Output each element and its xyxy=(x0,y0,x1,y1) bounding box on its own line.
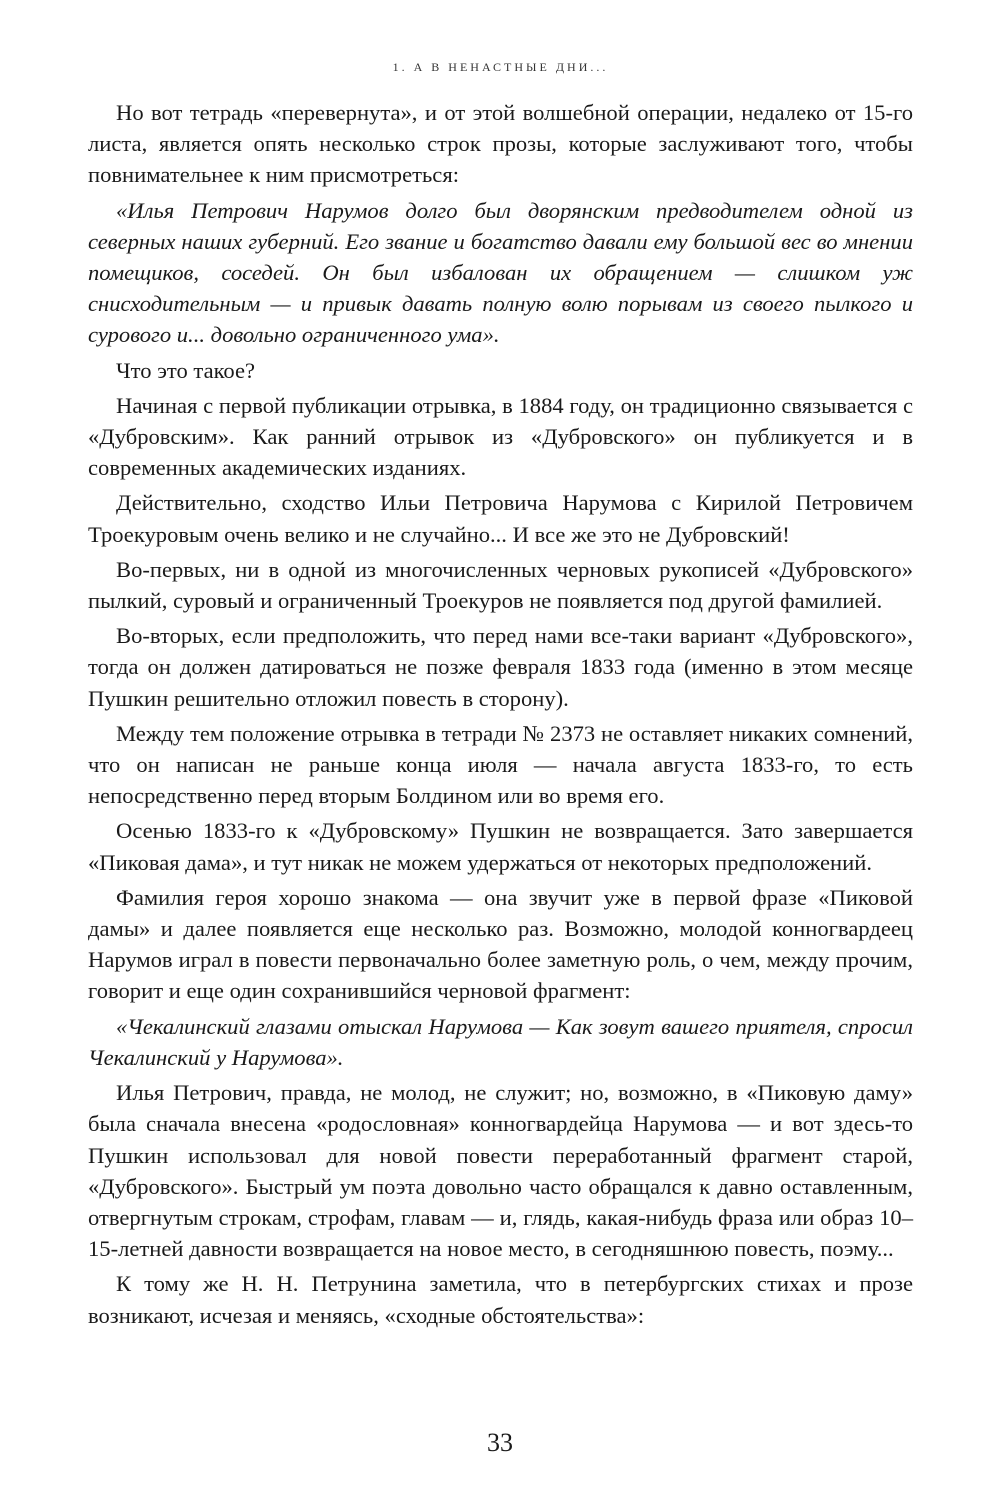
paragraph: Действительно, сходство Ильи Петровича Нарумова с Кирилой Петровичем Троекуровым очень велико и не случайно... И все же это не Дубровский! xyxy=(88,490,913,547)
paragraph: К тому же Н. Н. Петрунина заметила, что в петербургских стихах и прозе возникают, исчезая и меняясь, «сходные обстоятельства»: xyxy=(88,1271,913,1328)
quote-paragraph: «Чекалинский глазами отыскал Нарумова — Как зовут вашего приятеля, спросил Чекалинский у Нарумова». xyxy=(88,1013,913,1070)
paragraph: Фамилия героя хорошо знакома — она звучит уже в первой фразе «Пиковой дамы» и далее появляется еще несколько раз. Возможно, молодой конногвардеец Нарумов играл в повести первоначально более заметную роль, о чем, между прочим, говорит и еще один сохранившийся черновой фрагмент: xyxy=(88,884,913,1004)
paragraph: Во-первых, ни в одной из многочисленных черновых рукописей «Дубровского» пылкий, суровый и ограниченный Троекуров не появляется под другой фамилией. xyxy=(88,556,913,614)
paragraph: Начиная с первой публикации отрывка, в 1884 году, он традиционно связывается с «Дубровским». Как ранний отрывок из «Дубровского» он публикуется и в современных академических изданиях. xyxy=(88,392,913,481)
paragraph: Во-вторых, если предположить, что перед нами все-таки вариант «Дубровского», тогда он должен датироваться не позже февраля 1833 года (именно в этом месяце Пушкин решительно отложил повесть в сторону). xyxy=(88,623,913,711)
page-number: 33 xyxy=(487,1428,513,1457)
paragraph: Но вот тетрадь «перевернута», и от этой волшебной операции, недалеко от 15-го листа, является опять несколько строк прозы, которые заслуживают того, чтобы повнимательнее к ним присмотреться: xyxy=(88,100,913,188)
paragraph: Осенью 1833-го к «Дубровскому» Пушкин не возвращается. Зато завершается «Пиковая дама», и тут никак не можем удержаться от некоторых предположений. xyxy=(88,818,913,875)
book-page xyxy=(88,60,913,1335)
quote-paragraph: «Илья Петрович Нарумов долго был дворянским предводителем одной из северных наших губерний. Его звание и богатство давали ему большой вес во мнении помещиков, соседей. Он был избалован их обращением — слишком уж снисходительным — и привык давать полную волю порывам из своего пылкого и сурового и... довольно ограниченного ума». xyxy=(88,197,913,348)
body-text xyxy=(88,97,913,1331)
paragraph: Илья Петрович, правда, не молод, не служит; но, возможно, в «Пиковую даму» была сначала внесена «родословная» конногвардейца Нарумова — и вот здесь-то Пушкин использовал для новой повести переработанный фрагмент старой, «Дубровского». Быстрый ум поэта довольно часто обращался к давно оставленным, отвергнутым строкам, строфам, главам — и, глядь, какая-нибудь фраза или образ 10–15-летней давности возвращается на новое место, в сегодняшнюю повесть, поэму... xyxy=(88,1080,913,1262)
running-head: 1. А В НЕНАСТНЫЕ ДНИ... xyxy=(392,60,609,74)
paragraph: Что это такое? xyxy=(116,357,256,383)
paragraph: Между тем положение отрывка в тетради № 2373 не оставляет никаких сомнений, что он написан не раньше конца июля — начала августа 1833-го, то есть непосредственно перед вторым Болдином или во время его. xyxy=(88,720,913,809)
